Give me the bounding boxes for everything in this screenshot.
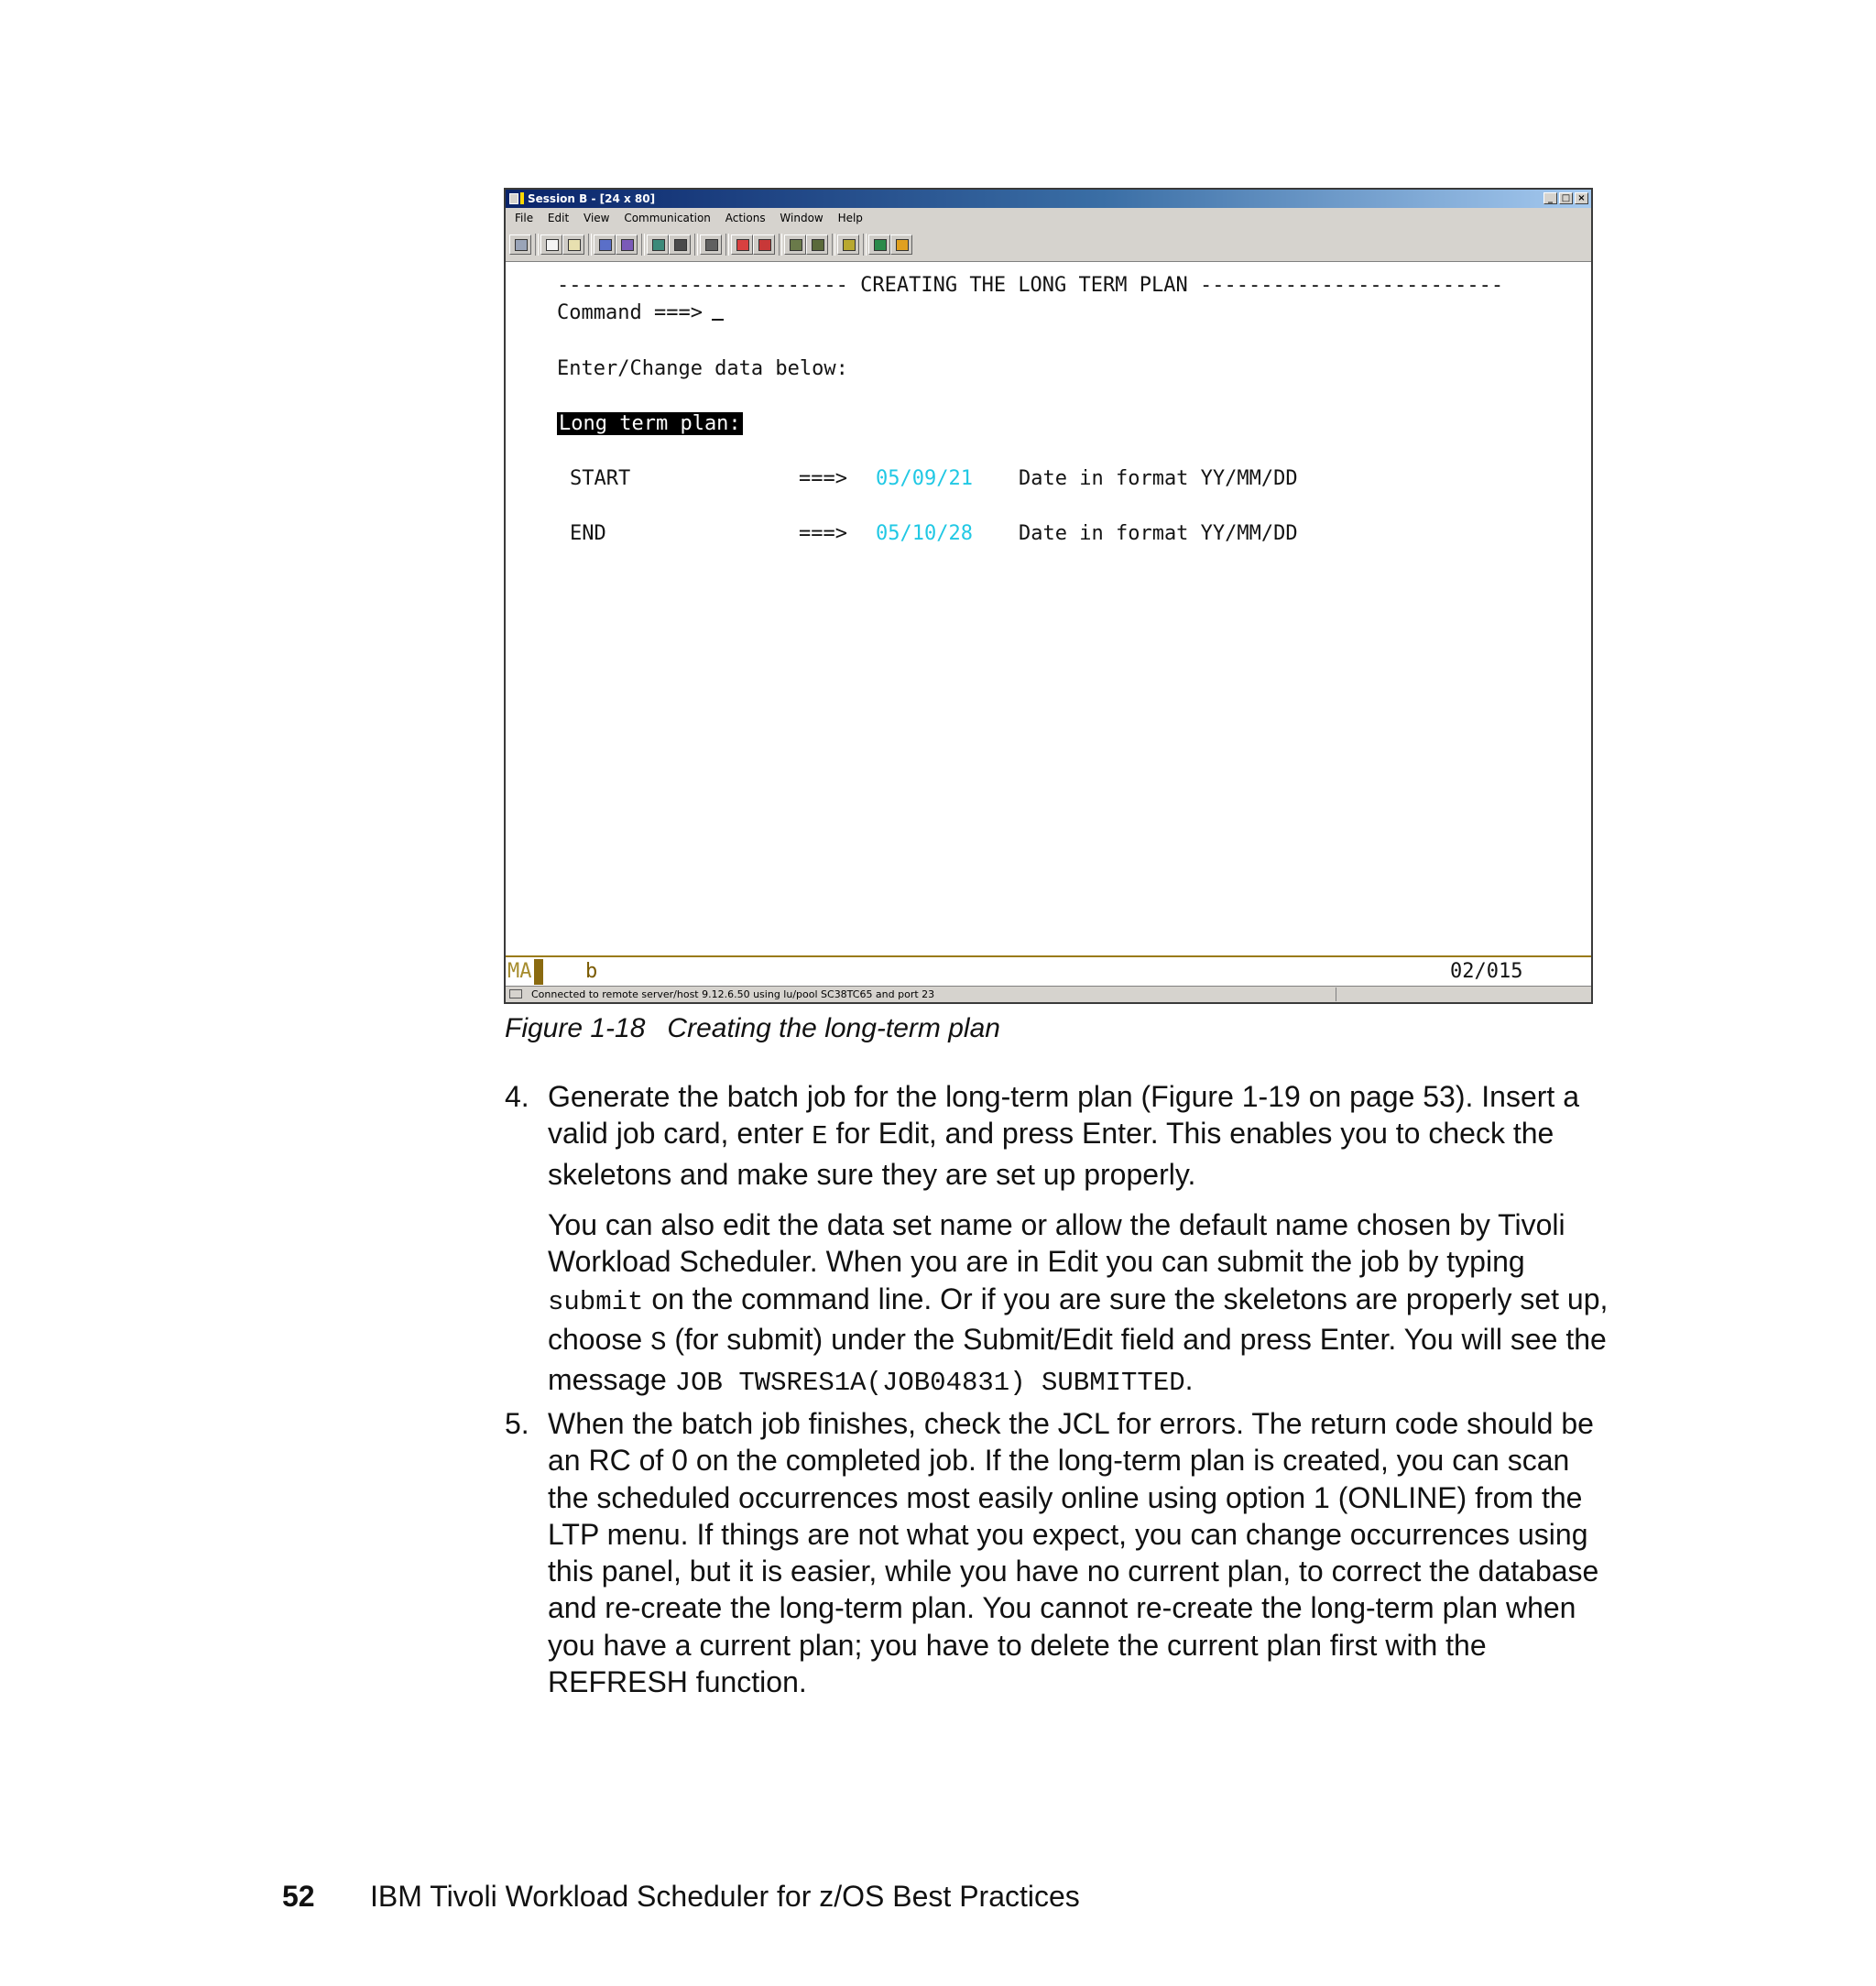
step-4-paragraph-1 xyxy=(548,1078,1604,1193)
operator-info-area xyxy=(506,955,1591,988)
oia-block-indicator xyxy=(534,959,543,985)
menu-edit[interactable]: Edit xyxy=(547,212,570,224)
toolbar-separator xyxy=(641,234,645,256)
maximize-button[interactable]: □ xyxy=(1559,192,1573,204)
end-date-input[interactable]: 05/10/28 xyxy=(876,522,973,545)
code-edit: E xyxy=(812,1121,828,1152)
end-field-row xyxy=(557,522,1298,546)
copy-icon[interactable] xyxy=(540,235,562,255)
menu-help[interactable]: Help xyxy=(837,212,863,224)
figure-title: Creating the long-term plan xyxy=(667,1013,1000,1043)
command-input[interactable] xyxy=(712,302,724,321)
menu-view[interactable]: View xyxy=(584,212,610,224)
receive-file-icon[interactable] xyxy=(616,235,638,255)
toolbar-separator xyxy=(832,234,835,256)
connection-status: Connected to remote server/host 9.12.6.50 using lu/pool SC38TC65 and port 23 xyxy=(531,988,935,1000)
toolbar-separator xyxy=(535,234,539,256)
screen-header: ------------------------ CREATING THE LONG TERM PLAN ------------------------- xyxy=(557,274,1504,297)
display-icon[interactable] xyxy=(647,235,669,255)
toolbar xyxy=(506,228,1591,262)
start-date-input[interactable]: 05/09/21 xyxy=(876,467,973,490)
stop-macro-icon[interactable] xyxy=(731,235,753,255)
section-label-line xyxy=(557,412,743,436)
list-item-5 xyxy=(505,1405,1604,1700)
window-title: Session B - [24 x 80] xyxy=(528,192,656,205)
start-field-hint: Date in format YY/MM/DD xyxy=(1019,467,1298,490)
keyboard-icon[interactable] xyxy=(669,235,691,255)
code-s: S xyxy=(650,1326,667,1358)
code-submit: submit xyxy=(548,1286,644,1317)
text-run: Generate the batch job for the long-term plan (Figure 1-19 on page 53). Insert a valid job card, enter xyxy=(548,1080,1579,1151)
book-title: IBM Tivoli Workload Scheduler for z/OS Best Practices xyxy=(370,1880,1080,1913)
oia-mode: MA xyxy=(507,960,532,983)
end-field-name: END xyxy=(570,522,606,545)
menu-file[interactable]: File xyxy=(515,212,534,224)
figure-number: Figure 1-18 xyxy=(505,1013,646,1043)
app-icon xyxy=(509,193,518,204)
warning-icon xyxy=(520,192,524,204)
list-item-4 xyxy=(505,1078,1604,1193)
text-run: for Edit, and press Enter. This enables you to check the skeletons and make sure they are set up properly. xyxy=(548,1117,1554,1191)
oia-indicator: b xyxy=(585,960,598,983)
menu-bar xyxy=(506,208,1591,228)
text-run: (for submit) under the Submit/Edit field and press Enter. You will see the message xyxy=(548,1322,1607,1397)
end-field-arrow: ===> xyxy=(799,522,847,545)
key-icon[interactable] xyxy=(890,235,912,255)
toolbar-separator xyxy=(694,234,698,256)
send-file-icon[interactable] xyxy=(594,235,616,255)
menu-window[interactable]: Window xyxy=(780,212,823,224)
toolbar-separator xyxy=(588,234,592,256)
start-field-row xyxy=(557,467,1298,491)
list-number: 5. xyxy=(505,1407,529,1440)
toolbar-separator xyxy=(779,234,782,256)
minimize-button[interactable]: _ xyxy=(1543,192,1557,204)
menu-communication[interactable]: Communication xyxy=(624,212,711,224)
figure-caption xyxy=(505,1013,1000,1044)
emulator-window xyxy=(504,188,1593,1004)
record-macro-icon[interactable] xyxy=(700,235,722,255)
text-run: . xyxy=(1184,1363,1194,1397)
end-field-hint: Date in format YY/MM/DD xyxy=(1019,522,1298,545)
print-screen-icon[interactable] xyxy=(509,235,531,255)
close-button[interactable]: × xyxy=(1575,192,1588,204)
text-run: You can also edit the data set name or allow the default name chosen by Tivoli Workload Scheduler. When you are in Edit you can submit the job by typing xyxy=(548,1208,1565,1279)
session-icon[interactable] xyxy=(806,235,828,255)
title-bar xyxy=(506,190,1591,208)
text-run: on the command line. Or if you are sure the skeletons are properly set up, choose xyxy=(548,1282,1609,1356)
page-number: 52 xyxy=(282,1880,315,1913)
list-number: 4. xyxy=(505,1080,529,1113)
instruction-text: Enter/Change data below: xyxy=(557,357,848,380)
paste-icon[interactable] xyxy=(562,235,584,255)
clipboard-icon[interactable] xyxy=(837,235,859,255)
globe-icon[interactable] xyxy=(868,235,890,255)
start-field-arrow: ===> xyxy=(799,467,847,490)
menu-actions[interactable]: Actions xyxy=(725,212,766,224)
step-5-text: When the batch job finishes, check the JCL for errors. The return code should be an RC of 0 on the completed job. If the long-term plan is created, you can scan the scheduled occurrences most easily online using option 1 (ONLINE) from the LTP menu. If things are not what you expect, you can change occurrences using this panel, but it is easier, while you have no current plan, to correct the database and re-create the long-term plan. You cannot re-create the long-term plan when you have a current plan; you have to delete the current plan first with the REFRESH function. xyxy=(548,1407,1599,1699)
toolbar-separator xyxy=(725,234,729,256)
step-4-paragraph-2 xyxy=(548,1206,1610,1402)
play-macro-icon[interactable] xyxy=(753,235,775,255)
start-field-name: START xyxy=(570,467,631,490)
section-label: Long term plan: xyxy=(559,412,741,435)
command-label: Command ===> xyxy=(557,301,703,324)
toolbar-separator xyxy=(863,234,867,256)
cursor-position: 02/015 xyxy=(1450,960,1523,983)
command-line xyxy=(557,301,724,325)
code-message: JOB TWSRES1A(JOB04831) SUBMITTED xyxy=(674,1368,1185,1399)
connection-icon xyxy=(509,989,522,998)
terminal-screen[interactable] xyxy=(506,262,1591,955)
status-bar xyxy=(506,986,1591,1002)
host-icon[interactable] xyxy=(784,235,806,255)
